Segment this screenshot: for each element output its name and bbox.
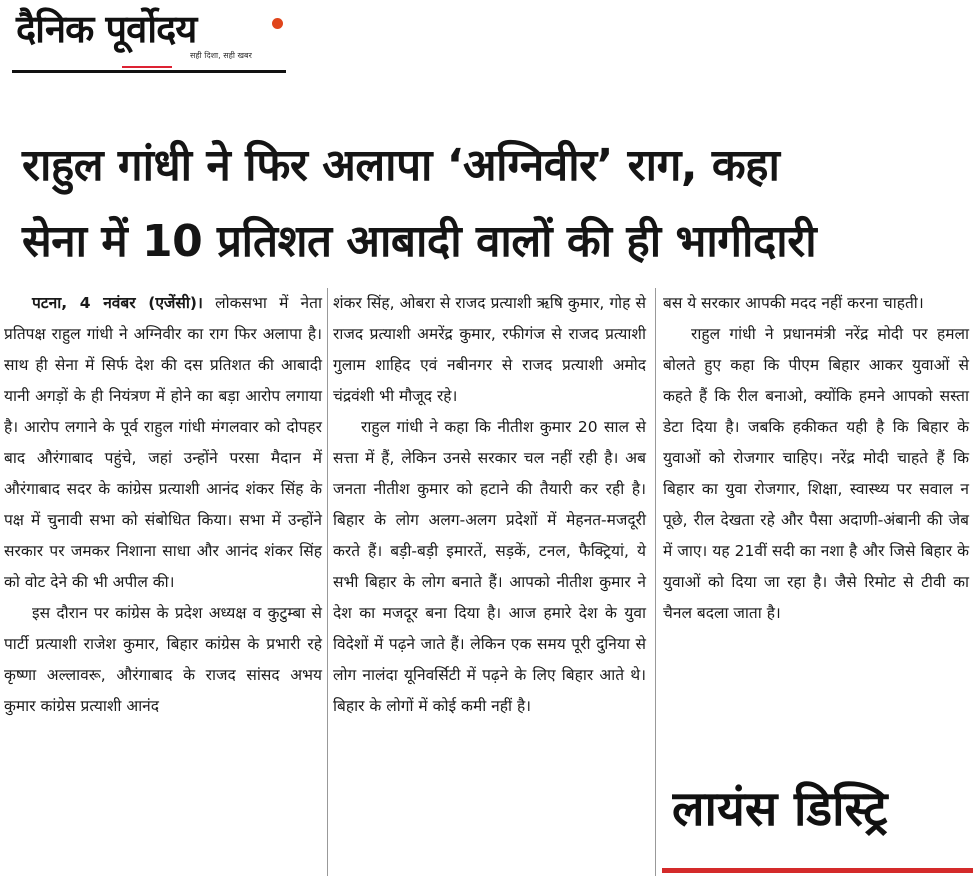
column-divider (655, 288, 656, 876)
masthead-rule (12, 70, 286, 73)
column-divider (327, 288, 328, 876)
headline (22, 128, 967, 280)
masthead-title: दैनिक पूर्वोदय (16, 7, 197, 51)
article-paragraph: राहुल गांधी ने कहा कि नीतीश कुमार 20 साल से सत्ता में हैं, लेकिन उनसे सरकार चल नहीं रही है। अब जनता नीतीश कुमार को हटाने की तैयारी कर रही है। बिहार के लोग अलग-अलग प्रदेशों में मेहनत-मजदूरी करते हैं। बड़ी-बड़ी इमारतें, सड़कें, टनल, फैक्ट्रियां, ये सभी बिहार के लोग बनाते हैं। आपको नीतीश कुमार ने देश का मजदूर बना दिया है। आज हमारे देश के युवा विदेशों में पढ़ने जाते हैं। लेकिन एक समय पूरी दुनिया से लोग नालंदा यूनिवर्सिटी में पढ़ने के लिए बिहार आते थे। बिहार के लोगों में कोई कमी नहीं है। (333, 418, 646, 715)
article-paragraph-continued: बस ये सरकार आपकी मदद नहीं करना चाहती। (663, 294, 924, 312)
dateline: पटना, 4 नवंबर (एजेंसी)। (32, 294, 203, 312)
masthead-logo-dot (272, 18, 283, 29)
next-story-headline: लायंस डिस्ट्रि (672, 781, 888, 837)
article-paragraph (4, 288, 322, 598)
masthead-tagline: सही दिशा, सही खबर (190, 51, 252, 60)
article-paragraph: इस दौरान पर कांग्रेस के प्रदेश अध्यक्ष व कुटुम्बा से पार्टी प्रत्याशी राजेश कुमार, बिहार कांग्रेस के प्रभारी रहे कृष्णा अल्लावरू, औरंगाबाद के राजद सांसद अभय कुमार कांग्रेस प्रत्याशी आनंद (4, 604, 322, 715)
headline-line-1: राहुल गांधी ने फिर अलापा ‘अग्निवीर’ राग, कहा (22, 140, 780, 191)
article-column-1 (4, 288, 322, 722)
headline-line-2: सेना में 10 प्रतिशत आबादी वालों की ही भागीदारी (22, 216, 817, 267)
next-story-rule (662, 868, 973, 873)
masthead-accent-rule (122, 66, 172, 68)
masthead (10, 4, 286, 74)
paragraph-text: लोकसभा में नेता प्रतिपक्ष राहुल गांधी ने अग्निवीर का राग फिर अलापा है। साथ ही सेना में सिर्फ देश की दस प्रतिशत की आबादी यानी अगड़ों के ही नियंत्रण में होने का बड़ा आरोप लगाया है। आरोप लगाने के पूर्व राहुल गांधी मंगलवार को दोपहर बाद औरंगाबाद पहुंचे, जहां उन्होंने परसा मैदान में औरंगाबाद सदर के कांग्रेस प्रत्याशी आनंद शंकर सिंह के पक्ष में चुनावी सभा को संबोधित किया। सभा में उन्होंने सरकार पर जमकर निशाना साधा और आनंद शंकर सिंह को वोट देने की भी अपील की। (4, 294, 322, 591)
article-column-2 (333, 288, 646, 722)
article-paragraph-continued: शंकर सिंह, ओबरा से राजद प्रत्याशी ऋषि कुमार, गोह से राजद प्रत्याशी अमरेंद्र कुमार, रफीगंज से राजद प्रत्याशी गुलाम शाहिद एवं नबीनगर से राजद प्रत्याशी अमोद चंद्रवंशी भी मौजूद रहे। (333, 294, 646, 405)
article-paragraph: राहुल गांधी ने प्रधानमंत्री नरेंद्र मोदी पर हमला बोलते हुए कहा कि पीएम बिहार आकर युवाओं से कहते हैं कि रील बनाओ, क्योंकि हमने आपको सस्ता डेटा दिया है। जबकि हकीकत यही है कि बिहार के युवाओं को रोजगार चाहिए। नरेंद्र मोदी चाहते हैं कि बिहार का युवा रोजगार, शिक्षा, स्वास्थ्य पर सवाल न पूछे, रील देखता रहे और पैसा अदाणी-अंबानी की जेब में जाए। यह 21वीं सदी का नशा है और जिसे बिहार के युवाओं को दिया जा रहा है। जैसे रिमोट से टीवी का चैनल बदला जाता है। (663, 325, 969, 622)
article-column-3 (663, 288, 969, 629)
